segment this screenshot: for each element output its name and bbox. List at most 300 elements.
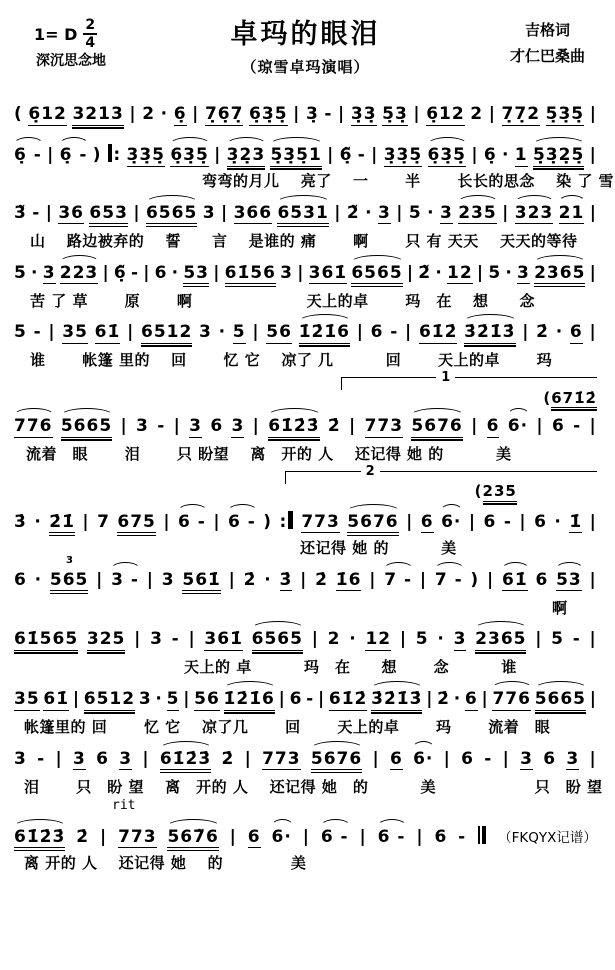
thick-barline	[108, 144, 113, 162]
barline: |	[369, 569, 377, 590]
score-line-9	[12, 630, 599, 677]
note-token: ·	[160, 104, 169, 124]
barline: |	[334, 202, 342, 223]
note-group: 361̇	[204, 629, 243, 650]
note-token: -	[572, 629, 581, 650]
barline: |	[349, 416, 357, 436]
note-token: 2̃	[418, 262, 432, 283]
note-group: 3̇2̇1̇3̇	[464, 322, 516, 343]
note-token: ·	[502, 145, 510, 165]
score-line-10	[12, 690, 599, 737]
note-token: -	[484, 748, 493, 769]
note-group: 2365	[475, 629, 527, 650]
barline: |	[300, 569, 308, 590]
note-token: 2̇	[437, 689, 450, 709]
barline: |	[192, 104, 200, 124]
note-group: 3	[520, 748, 533, 769]
barline: |	[252, 416, 260, 436]
barline: |	[252, 322, 260, 343]
note-group: 773	[118, 826, 157, 847]
score-line-2	[12, 144, 615, 191]
note-group: 3	[439, 202, 453, 223]
time-numerator: 2	[85, 17, 96, 33]
barline: |	[173, 416, 181, 436]
note-token: 2̇	[536, 322, 549, 343]
lyrics-line: 泪 只 盼 望 离 开的 人 还记得 她 的 美 只 盼 望	[24, 777, 603, 796]
note-group: 5676	[411, 416, 463, 436]
note-group: 773	[301, 511, 340, 532]
music-line	[12, 750, 599, 776]
note-group: 3	[566, 748, 580, 769]
barline: |	[468, 511, 477, 532]
music-line	[12, 511, 599, 537]
barline: |	[302, 826, 310, 847]
note-group: 35	[62, 322, 88, 343]
barline: |	[416, 826, 424, 847]
note-token: 5	[551, 629, 565, 650]
score-line-11	[12, 748, 603, 813]
barline: |	[519, 511, 527, 532]
barline: |	[244, 748, 252, 769]
note-group: 6 -	[228, 511, 256, 532]
note-token: ·	[31, 262, 39, 283]
note-group: 6·	[271, 826, 292, 847]
score-line-5	[12, 323, 599, 370]
note-group: 5	[166, 689, 180, 709]
note-group: 6̣3̣5̣	[170, 145, 209, 165]
music-line	[12, 554, 599, 597]
note-group: 6̣3̣5̣	[249, 104, 288, 124]
note-group: 7̣6̣7̣	[204, 104, 244, 124]
note-group: 1	[514, 145, 528, 165]
note-group: 3	[231, 416, 245, 436]
barline: |	[486, 569, 495, 590]
note-group: 3̣3̣5̣	[126, 145, 165, 165]
note-token: -	[357, 145, 366, 165]
note-token: (	[474, 482, 483, 501]
note-token: 2̇	[327, 416, 341, 436]
note-token: -	[390, 322, 399, 343]
lyrics-line: 流着 眼 泪 只 盼望 离 开的 人 还记得 她 的 美	[26, 445, 512, 463]
note-token: -	[306, 689, 315, 709]
note-token: 3̣	[305, 104, 319, 124]
repeat-dots: :	[113, 145, 122, 165]
note-token: 7	[97, 511, 110, 532]
note-token: )	[263, 511, 273, 532]
pickup-notes	[543, 390, 597, 409]
note-token: -	[324, 104, 333, 124]
note-group: 561̇	[182, 569, 221, 590]
barline: |	[96, 569, 104, 590]
note-token: ·	[171, 262, 180, 283]
key-signature	[34, 18, 97, 50]
note-group: 61̇565	[14, 629, 79, 650]
note-group: 5	[232, 322, 246, 343]
note-group: 3	[119, 748, 133, 769]
barline: |	[589, 748, 597, 769]
note-token: 3̃	[14, 202, 27, 223]
note-group: 53	[183, 262, 210, 283]
barline: |	[55, 748, 63, 769]
barline: |	[535, 629, 543, 650]
note-token: 6	[534, 511, 547, 532]
note-group: 675	[117, 511, 156, 532]
barline: |	[502, 202, 510, 223]
barline: |	[589, 416, 597, 436]
barline: |	[228, 569, 236, 590]
score-line-8	[12, 554, 599, 618]
note-group: 5665	[60, 416, 113, 436]
note-token: ·	[155, 689, 163, 709]
barline: |	[372, 748, 380, 769]
note-token: 5	[415, 629, 429, 650]
note-group: 2̇1̇	[49, 511, 75, 532]
note-group: 366	[233, 202, 273, 223]
note-token: 6̣	[483, 145, 497, 165]
note-token: ·	[505, 262, 513, 283]
note-token: 3	[138, 689, 152, 709]
note-group: 3̇2̇1̇3̇	[371, 689, 423, 709]
pickup-notes	[475, 483, 517, 502]
note-group: 53	[556, 569, 582, 590]
barline: |	[183, 689, 191, 709]
note-token: ·	[427, 202, 435, 223]
note-token: 6	[551, 416, 565, 436]
note-group: 6̣12	[426, 104, 465, 124]
barline: |	[413, 104, 421, 124]
music-line	[12, 105, 599, 131]
note-group: 565 3	[49, 554, 89, 590]
barline: |	[471, 145, 479, 165]
note-group: 6565	[251, 629, 303, 650]
lyrics-line: 山 路边被弃的 誓 言 是谁的 痛 啊 只 有 天天 天天的等待	[30, 231, 578, 250]
barline: |	[589, 689, 597, 709]
transcriber-note: （FKQYX记谱）	[498, 829, 597, 846]
note-token: -	[573, 416, 582, 436]
barline: |	[72, 689, 81, 709]
note-token: 6	[14, 569, 27, 590]
barline: |	[419, 569, 428, 590]
note-group: 3	[189, 416, 202, 436]
note-group: 773	[262, 748, 301, 769]
note-token: ·	[437, 629, 445, 650]
note-group: 3̇	[279, 569, 293, 590]
barline: |	[476, 262, 485, 283]
note-token: 3	[161, 569, 175, 590]
bargroup-open	[107, 144, 121, 165]
note-group: 5676	[347, 511, 399, 532]
barline: |	[406, 262, 415, 283]
music-line	[12, 264, 599, 290]
note-group: 6 -	[178, 511, 206, 532]
barline: |	[589, 629, 597, 650]
barline: |	[297, 262, 305, 283]
performer-subtitle: （琼雪卓玛演唱）	[241, 58, 370, 76]
note-token: 3	[199, 322, 212, 343]
barline: |	[589, 202, 597, 223]
note-group: 6512	[83, 689, 136, 709]
lyrics-line: 苦 了 草 原 啊 天上的卓 玛 在 想 念	[30, 291, 536, 310]
note-group: 6531	[277, 202, 329, 223]
note-token: 2̇	[76, 826, 90, 847]
barline: |	[338, 104, 346, 124]
thick-barline	[288, 511, 293, 529]
note-group: 61̇	[94, 322, 121, 343]
barline: |	[99, 826, 108, 847]
note-group: 6·	[507, 416, 529, 436]
note-group: 653	[89, 202, 128, 223]
note-group: 6·	[441, 511, 462, 532]
note-group: 6	[389, 748, 403, 769]
barline: |	[405, 322, 413, 343]
barline: |	[133, 202, 141, 223]
note-group: 776	[14, 416, 53, 436]
thin-barline	[478, 826, 480, 844]
note-group: 223	[59, 262, 99, 283]
note-group: 1̇2̇1̇6	[298, 322, 351, 343]
note-token: 6	[370, 322, 384, 343]
note-token: 5	[14, 322, 27, 343]
note-group: 6	[247, 826, 261, 847]
score-line-1	[12, 105, 599, 131]
time-denominator: 4	[85, 35, 96, 51]
barline: |	[220, 202, 229, 223]
barline: |	[47, 145, 55, 165]
note-token: -	[33, 322, 42, 343]
note-group: 6565	[145, 202, 198, 223]
note-token: 2̇	[315, 569, 328, 590]
note-token: 6	[535, 569, 549, 590]
note-group: 61̇2̇	[418, 322, 458, 343]
note-group: 12	[365, 629, 392, 650]
note-group: 6̣3̣5̣	[427, 145, 467, 165]
barline: |	[356, 322, 364, 343]
note-group: 6·	[413, 748, 434, 769]
barline: |	[163, 511, 171, 532]
lyrics-line: 离 开的 人 还记得 她 的 美	[24, 853, 307, 872]
lyrics-line: 啊	[552, 598, 568, 617]
bargroup-final	[477, 826, 487, 847]
note-group: 6	[569, 322, 583, 343]
note-group: 6̣ -	[59, 145, 88, 165]
note-token: 6	[154, 262, 168, 283]
score-line-6	[12, 370, 599, 464]
time-signature	[83, 18, 97, 50]
barline: |	[129, 104, 137, 124]
barline: |	[278, 689, 286, 709]
volta-label: 1	[436, 370, 455, 385]
note-token: ·	[554, 511, 562, 532]
note-token: 3	[14, 748, 27, 769]
note-group: 361̇	[308, 262, 348, 283]
note-group: 56	[266, 322, 292, 343]
note-group: 1̇	[569, 511, 583, 532]
note-token: ·	[34, 569, 43, 590]
note-group: 235	[458, 202, 497, 223]
note-group: 7̣7̣2	[501, 104, 541, 124]
note-group: 61̇2̇3̇	[159, 748, 212, 769]
music-line	[12, 630, 599, 656]
note-token: 2	[470, 104, 484, 124]
note-token: ·	[34, 511, 42, 532]
volta-label: 2	[361, 464, 380, 479]
repeat-dots: :	[279, 511, 288, 532]
barline: |	[146, 569, 154, 590]
ending-annotation-row	[12, 370, 599, 407]
barline: |	[371, 145, 379, 165]
note-group: 5676	[310, 748, 363, 769]
note-token: 3	[150, 629, 163, 650]
note-group: 1̇6	[335, 569, 362, 590]
note-group: 61̇	[43, 689, 70, 709]
triplet-number: 3	[66, 554, 74, 566]
barline: |	[481, 689, 489, 709]
note-group: 61̇56	[224, 262, 276, 283]
note-group: 6	[486, 416, 500, 436]
note-group: 3213	[72, 104, 124, 124]
score-line-4	[12, 264, 599, 311]
note-token: 2	[142, 104, 156, 124]
score-line-12	[12, 826, 599, 873]
note-group: 5̣3̣5̣	[545, 104, 585, 124]
note-token: ·	[453, 689, 462, 709]
note-group: 671̇2̇	[551, 388, 597, 407]
note-group: 61̇2̇3̇	[268, 416, 320, 436]
note-group: 3	[42, 262, 56, 283]
barline: |	[589, 569, 597, 590]
barline: |	[589, 262, 597, 283]
note-token: 3	[136, 416, 149, 436]
note-group: 6 -	[320, 826, 349, 847]
note-group: 3̣2̣3	[226, 145, 266, 165]
barline: |	[229, 826, 237, 847]
barline: |	[142, 748, 150, 769]
bargroup-close	[280, 511, 294, 532]
barline: |	[522, 322, 530, 343]
note-group: 12	[447, 262, 473, 283]
barline: |	[589, 104, 597, 124]
barline: |	[589, 511, 597, 532]
note-group: 5̣3̣5̣1	[270, 145, 322, 165]
note-token: ·	[264, 569, 272, 590]
note-token: 5	[408, 202, 422, 223]
barline: |	[317, 689, 326, 709]
barline: |	[589, 145, 597, 165]
note-group: 61̇2̇	[328, 689, 368, 709]
note-group: 567̃6	[167, 826, 219, 847]
note-group: 235	[482, 482, 517, 501]
note-token: -	[157, 416, 166, 436]
music-line	[12, 204, 599, 230]
note-group: 3̣3̣	[350, 104, 377, 124]
lyrics-line: 谁 帐篷 里的 回 忆 它 凉了 几 回 天上的卓 玛	[30, 351, 553, 370]
note-token: 6	[461, 748, 475, 769]
lyrics-line: 还记得 她 的 美	[300, 538, 457, 557]
barline: |	[406, 511, 414, 532]
note-group: 61̇	[501, 569, 528, 590]
note-token: 2	[327, 629, 341, 650]
barline: |	[293, 104, 301, 124]
barline: |	[426, 689, 434, 709]
barline: |	[443, 748, 451, 769]
note-group: 2365	[534, 262, 586, 283]
barline: |	[102, 262, 110, 283]
score-line-7	[12, 463, 599, 558]
note-token: -	[458, 826, 467, 847]
barline: |	[48, 322, 56, 343]
note-token: 2̇	[243, 569, 257, 590]
note-group: 21	[558, 202, 585, 223]
thick-barline	[482, 826, 487, 844]
barline: |	[127, 322, 135, 343]
lyrics-line: 弯弯的月儿 亮了 一 半 长长的思念 染 了 雪	[202, 172, 615, 190]
music-line	[12, 417, 599, 443]
note-group: 3	[377, 202, 391, 223]
note-group: 6̣	[173, 104, 187, 124]
note-token: 3	[202, 202, 216, 223]
note-token: )	[92, 145, 102, 165]
barline: |	[311, 629, 319, 650]
note-group: 35	[14, 689, 40, 709]
music-line	[12, 826, 599, 852]
note-group: 325	[86, 629, 126, 650]
note-group: 6 -	[377, 826, 406, 847]
note-token: ·	[349, 629, 357, 650]
barline: |	[502, 748, 510, 769]
note-token: 6	[210, 416, 224, 436]
barline: |	[188, 629, 196, 650]
barline: |	[396, 202, 404, 223]
note-group: 36	[58, 202, 85, 223]
note-token: ·	[555, 322, 564, 343]
barline: |	[359, 826, 367, 847]
note-group: 6̣12	[28, 104, 67, 124]
note-group: 776	[492, 689, 531, 709]
barline: |	[213, 511, 221, 532]
note-group: 7 -	[384, 569, 413, 590]
music-line	[12, 144, 599, 170]
note-token: 2̃	[346, 202, 360, 223]
note-token: 5	[488, 262, 502, 283]
credits	[510, 18, 585, 69]
note-token: (	[14, 104, 23, 124]
barline: |	[471, 416, 479, 436]
note-token: ·	[218, 322, 227, 343]
lyricist-credit: 吉格词	[524, 21, 570, 39]
note-token: 5	[14, 262, 27, 283]
composer-credit: 才仁巴桑曲	[509, 46, 585, 65]
note-group: 3	[517, 262, 530, 283]
barline: |	[213, 262, 221, 283]
song-title: 卓玛的眼泪	[230, 19, 381, 50]
note-token: )	[470, 569, 480, 590]
note-group: 7 -	[434, 569, 463, 590]
note-group: 6	[464, 689, 478, 709]
tempo-marking: 深沉思念地	[36, 53, 106, 69]
barline: |	[488, 104, 496, 124]
note-token: -	[171, 629, 180, 650]
note-group: 3 -	[111, 569, 139, 590]
score	[12, 104, 615, 872]
note-group: 6565	[351, 262, 403, 283]
ritardando-marking: rit	[112, 797, 136, 813]
note-group: 5̣3̣	[382, 104, 408, 124]
note-token: (	[543, 388, 552, 407]
note-token: 3	[280, 262, 294, 283]
note-token: -	[37, 748, 46, 769]
barline: |	[399, 629, 408, 650]
music-line	[12, 690, 599, 716]
